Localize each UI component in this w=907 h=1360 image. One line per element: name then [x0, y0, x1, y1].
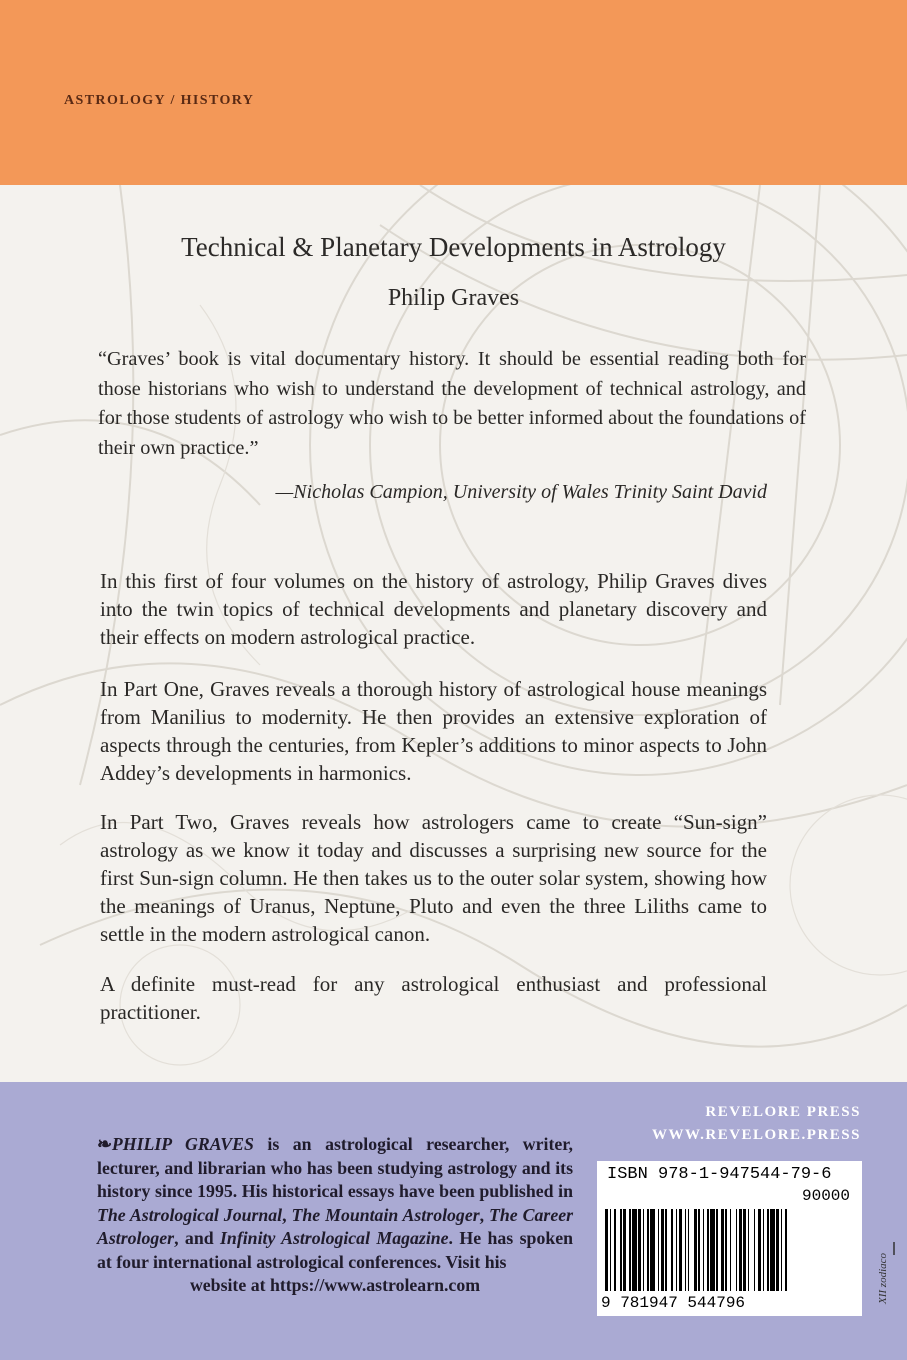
- category-label: ASTROLOGY / HISTORY: [64, 93, 255, 108]
- barcode-bar: [629, 1209, 631, 1291]
- bio-website: website at https://www.astrolearn.com: [189, 1275, 481, 1295]
- barcode-bar: [707, 1209, 709, 1291]
- top-color-band: [0, 0, 907, 185]
- barcode-bar: [623, 1209, 626, 1291]
- book-title: Technical & Planetary Developments in Astrology: [181, 232, 726, 262]
- bio-journal: The Career Astrologer: [97, 1204, 574, 1248]
- isbn-number: ISBN 978-1-947544-79-6: [607, 1165, 832, 1184]
- author-bio: [97, 1133, 573, 1298]
- bio-journal: The Astrological Journal: [97, 1204, 283, 1225]
- barcode-bar: [785, 1209, 787, 1291]
- barcode-bar: [647, 1209, 649, 1291]
- publisher-website: WWW.REVELORE.PRESS: [652, 1127, 861, 1143]
- barcode-bar: [736, 1209, 738, 1291]
- barcode-bar: [658, 1209, 660, 1291]
- barcode-bar: [763, 1209, 765, 1291]
- endorsement-quote: “Graves’ book is vital documentary history. It should be essential reading both for those historians who wish to understand the development of technical astrology, and for those students of astrology who wish to be better informed about the foundations of their own practice.”: [98, 348, 806, 459]
- book-author: Philip Graves: [387, 285, 520, 311]
- bio-author-name: PHILIP GRAVES: [111, 1134, 254, 1154]
- barcode-digits: 9 781947 544796: [601, 1294, 746, 1312]
- bio-text: ,: [282, 1204, 292, 1225]
- barcode-bar: [610, 1209, 612, 1291]
- barcode-bar: [661, 1209, 664, 1291]
- barcode-bar: [620, 1209, 622, 1291]
- spine-text: [872, 1180, 902, 1310]
- barcode-bar: [685, 1209, 687, 1291]
- description-paragraph: In Part One, Graves reveals a thorough history of astrological house meanings from Manilius to modernity. He then provides an extensive exploration of aspects through the centuries, from Kepler’s additions to minor aspects to John Addey’s developments in harmonics.: [100, 677, 767, 785]
- barcode-bar: [665, 1209, 667, 1291]
- barcode-bar: [632, 1209, 637, 1291]
- barcode-bar: [770, 1209, 775, 1291]
- endorsement-attribution: —Nicholas Campion, University of Wales Trinity Saint David: [275, 481, 767, 503]
- barcode-bar: [605, 1209, 608, 1291]
- barcode-bar: [698, 1209, 700, 1291]
- barcode-bar: [638, 1209, 641, 1291]
- barcode-bar: [671, 1209, 673, 1291]
- barcode-bar: [754, 1209, 756, 1291]
- description-paragraph: In this first of four volumes on the history of astrology, Philip Graves dives into the twin topics of technical developments and planetary discovery and their effects on modern astrological practice.: [100, 569, 767, 649]
- barcode-bar: [694, 1209, 697, 1291]
- barcode-bar: [748, 1209, 750, 1291]
- barcode-bar: [643, 1209, 645, 1291]
- publisher-name: REVELORE PRESS: [705, 1104, 861, 1120]
- bio-text: is an astrological researcher, writer, lecturer, and librarian who has been studying astrology and its history since 1995. His historical essays have been published in: [97, 1134, 574, 1201]
- barcode-bar: [776, 1209, 779, 1291]
- publisher-info: [652, 1101, 861, 1147]
- description-paragraph: A definite must-read for any astrological enthusiast and professional practitioner.: [100, 972, 767, 1024]
- barcode-bar: [743, 1209, 746, 1291]
- barcode-bar: [614, 1209, 616, 1291]
- bio-text: . He has spoken at four international astrological conferences. Visit his: [97, 1228, 573, 1272]
- fleuron-icon: ❧: [97, 1134, 112, 1154]
- description-paragraph: In Part Two, Graves reveals how astrologers came to create “Sun-sign” astrology as we know it today and discusses a surprising new source for the first Sun-sign column. He then takes us to the outer solar system, showing how the meanings of Uranus, Neptune, Pluto and even the three Liliths came to settle in the modern astrological canon.: [100, 810, 767, 946]
- barcode-bar: [703, 1209, 705, 1291]
- bio-journal: The Mountain Astrologer: [291, 1204, 480, 1225]
- barcode-bar: [767, 1209, 769, 1291]
- barcode-bar: [725, 1209, 727, 1291]
- bio-journal: Infinity Astrological Magazine: [220, 1228, 449, 1248]
- barcode-bar: [758, 1209, 761, 1291]
- barcode-bar: [676, 1209, 678, 1291]
- barcode-bar: [739, 1209, 742, 1291]
- bio-text: ,: [479, 1204, 490, 1225]
- barcode-bar: [716, 1209, 718, 1291]
- barcode-bar: [781, 1209, 783, 1291]
- barcode-bar: [679, 1209, 682, 1291]
- price-code: 90000: [801, 1187, 850, 1205]
- barcode-bar: [730, 1209, 732, 1291]
- barcode-bar: [721, 1209, 724, 1291]
- barcode-bar: [710, 1209, 715, 1291]
- bio-text: , and: [174, 1228, 221, 1248]
- spine-label: XII zodiaco: [877, 1252, 889, 1304]
- barcode-bar: [650, 1209, 655, 1291]
- barcode-bar: [688, 1209, 690, 1291]
- isbn-barcode: [597, 1161, 862, 1316]
